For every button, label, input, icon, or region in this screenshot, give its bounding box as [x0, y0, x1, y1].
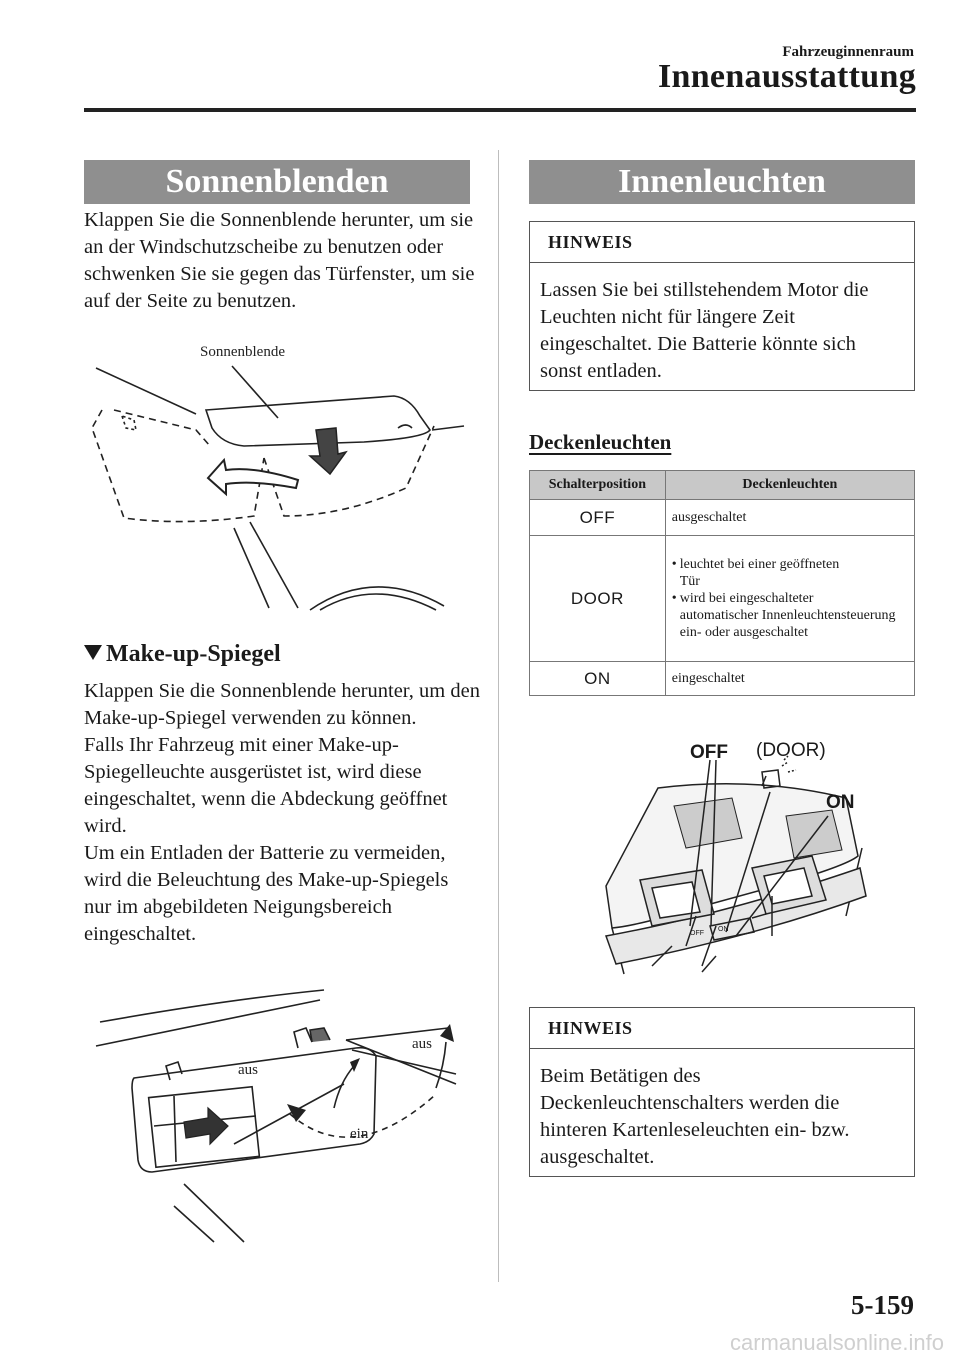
- table-row-off: [530, 500, 915, 536]
- description-off: ausgeschaltet: [665, 500, 914, 536]
- section-banner-innenleuchten: Innenleuchten: [529, 160, 915, 204]
- note-box-battery: [529, 221, 915, 391]
- chapter-label: Fahrzeuginnenraum: [782, 44, 914, 60]
- mirror-paragraph-1: Klappen Sie die Sonnenblende herunter, um den Make-up-Spiegel verwenden zu können.: [84, 680, 480, 729]
- note-heading: HINWEIS: [530, 1008, 914, 1049]
- switch-marking-off: OFF: [690, 930, 704, 937]
- column-header-position: Schalterposition: [530, 471, 666, 500]
- mirror-tilt-figure: [84, 984, 480, 1246]
- mirror-paragraph-2: Falls Ihr Fahrzeug mit einer Make-up-Spiegelleuchte ausgerüstet ist, wird diese eingeschaltet, wenn die Abdeckung geöffnet wird.: [84, 734, 448, 837]
- note-box-map-lights: [529, 1007, 915, 1177]
- position-door: DOOR: [530, 536, 666, 662]
- switch-marking-on: ON: [718, 926, 729, 933]
- column-divider: [498, 150, 499, 1282]
- column-header-lights: Deckenleuchten: [665, 471, 914, 500]
- header-rule: [84, 108, 916, 112]
- switch-position-table: [529, 470, 915, 696]
- note-heading: HINWEIS: [530, 222, 914, 263]
- table-header-row: [530, 471, 915, 500]
- subsection-heading-makeup-mirror: [84, 641, 281, 668]
- overhead-console-illustration: [576, 736, 876, 976]
- table-row-on: [530, 662, 915, 696]
- figure-label-off: OFF: [690, 742, 728, 763]
- mirror-paragraph-3: Um ein Entladen der Batterie zu vermeiden, wird die Beleuchtung des Make-up-Spiegels nur im abgebildeten Neigungsbereich eingeschaltet.: [84, 842, 449, 945]
- sunvisor-intro-text: Klappen Sie die Sonnenblende herunter, um sie an der Windschutzscheibe zu benutzen oder schwenken Sie sie gegen das Türfenster, um sie auf der Seite zu benutzen.: [84, 209, 475, 312]
- list-item-continuation: Tür: [679, 574, 700, 589]
- triangle-marker-icon: [84, 645, 102, 660]
- figure-label-on: ON: [826, 792, 855, 813]
- sunvisor-illustration: [84, 338, 474, 616]
- sunvisor-label: Sonnenblende: [200, 344, 285, 360]
- watermark: carmanualsonline.info: [729, 1330, 944, 1355]
- label-aus-left: aus: [238, 1062, 258, 1078]
- list-item-continuation: automatischer Innenleuchtensteuerung ein- oder ausgeschaltet: [679, 608, 896, 640]
- description-door: [665, 536, 914, 662]
- list-item: • leuchtet bei einer geöffneten: [671, 557, 840, 572]
- page-number: 5-159: [851, 1290, 914, 1320]
- figure-label-door: (DOOR): [756, 740, 826, 761]
- position-off: OFF: [530, 500, 666, 536]
- section-title-deckenleuchten: Deckenleuchten: [529, 430, 672, 454]
- subsection-title: Make-up-Spiegel: [106, 641, 281, 667]
- label-ein: ein: [350, 1126, 369, 1142]
- sunvisor-figure: [84, 338, 474, 616]
- note-body: Lassen Sie bei stillstehendem Motor die Leuchten nicht für längere Zeit eingeschaltet. Die Batterie könnte sich sonst entladen.: [540, 279, 869, 382]
- mirror-text-block: [84, 678, 480, 948]
- description-on: eingeschaltet: [665, 662, 914, 696]
- list-item: • wird bei eingeschalteter: [671, 591, 814, 606]
- note-body: Beim Betätigen des Deckenleuchtenschalters werden die hinteren Kartenleseleuchten ein- bzw. ausgeschaltet.: [540, 1065, 850, 1168]
- overhead-light-figure: [576, 736, 876, 976]
- mirror-tilt-illustration: [84, 984, 480, 1246]
- table-row-door: [530, 536, 915, 662]
- page-title: Innenausstattung: [657, 58, 916, 95]
- label-aus-right: aus: [412, 1036, 432, 1052]
- position-on: ON: [530, 662, 666, 696]
- section-banner-sonnenblenden: Sonnenblenden: [84, 160, 470, 204]
